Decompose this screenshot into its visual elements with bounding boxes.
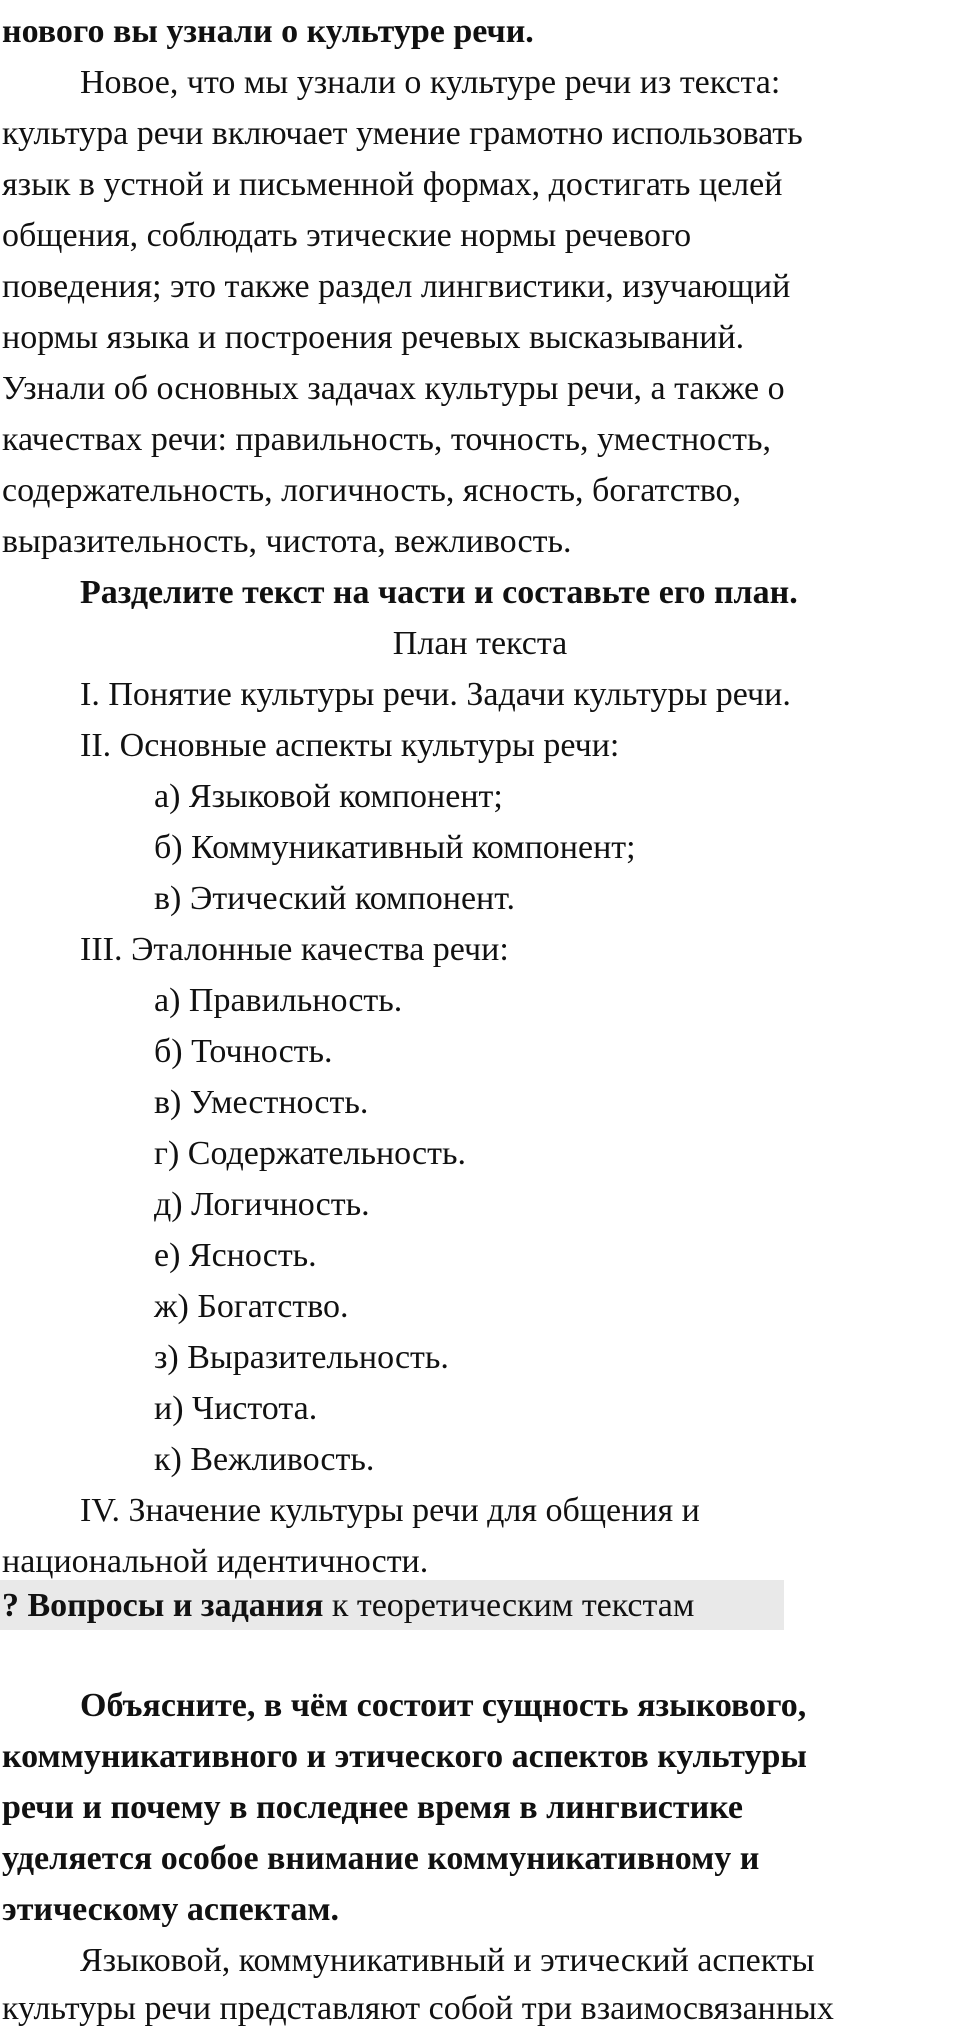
plan-subitem: д) Логичность.: [154, 1186, 370, 1223]
plan-title: План текста: [392, 625, 568, 662]
answer-line: культура речи включает умение грамотно использовать: [2, 115, 803, 152]
question-prompt-line: речи и почему в последнее время в лингвистике: [2, 1789, 744, 1826]
plan-section-3: III. Эталонные качества речи:: [80, 931, 509, 968]
question-heading-tail: нового вы узнали о культуре речи.: [2, 13, 534, 50]
answer-line: Узнали об основных задачах культуры речи, а также о: [2, 370, 785, 407]
answer-line: поведения; это также раздел лингвистики, изучающий: [2, 268, 791, 305]
questions-banner: [0, 1580, 784, 1630]
plan-subitem: и) Чистота.: [154, 1390, 318, 1427]
question-prompt-line: коммуникативного и этического аспектов культуры: [2, 1738, 807, 1775]
answer-line: содержательность, логичность, ясность, богатство,: [2, 472, 742, 509]
plan-section-4-continuation: национальной идентичности.: [2, 1543, 429, 1580]
plan-subitem: в) Этический компонент.: [154, 880, 516, 917]
questions-banner-text: [2, 1580, 694, 1631]
answer-line: качествах речи: правильность, точность, уместность,: [2, 421, 771, 458]
answer-line: выразительность, чистота, вежливость.: [2, 523, 572, 560]
plan-subitem: б) Точность.: [154, 1033, 333, 1070]
question-prompt-line: уделяется особое внимание коммуникативному и: [2, 1840, 760, 1877]
plan-subitem: г) Содержательность.: [154, 1135, 466, 1172]
plan-section-2: II. Основные аспекты культуры речи:: [80, 727, 620, 764]
plan-task-prompt: Разделите текст на части и составьте его план.: [80, 574, 798, 611]
questions-banner-bold: ? Вопросы и задания: [2, 1587, 324, 1624]
question-prompt-line: этическому аспектам.: [2, 1891, 340, 1928]
answer-line: язык в устной и письменной формах, достигать целей: [2, 166, 783, 203]
plan-subitem: е) Ясность.: [154, 1237, 317, 1274]
answer-line: общения, соблюдать этические нормы речевого: [2, 217, 692, 254]
plan-section-1: I. Понятие культуры речи. Задачи культуры речи.: [80, 676, 791, 713]
answer-line: культуры речи представляют собой три взаимосвязанных: [2, 1990, 834, 2027]
question-prompt-line: Объясните, в чём состоит сущность языкового,: [80, 1687, 807, 1724]
plan-section-4: IV. Значение культуры речи для общения и: [80, 1492, 700, 1529]
plan-subitem: к) Вежливость.: [154, 1441, 375, 1478]
answer-line: Новое, что мы узнали о культуре речи из текста:: [80, 64, 781, 101]
answer-line: Языковой, коммуникативный и этический аспекты: [80, 1942, 815, 1979]
plan-subitem: в) Уместность.: [154, 1084, 369, 1121]
plan-subitem: б) Коммуникативный компонент;: [154, 829, 636, 866]
plan-subitem: а) Языковой компонент;: [154, 778, 503, 815]
plan-subitem: з) Выразительность.: [154, 1339, 449, 1376]
plan-subitem: а) Правильность.: [154, 982, 403, 1019]
plan-subitem: ж) Богатство.: [154, 1288, 349, 1325]
answer-line: нормы языка и построения речевых высказываний.: [2, 319, 745, 356]
questions-banner-regular: к теоретическим текстам: [323, 1587, 695, 1624]
